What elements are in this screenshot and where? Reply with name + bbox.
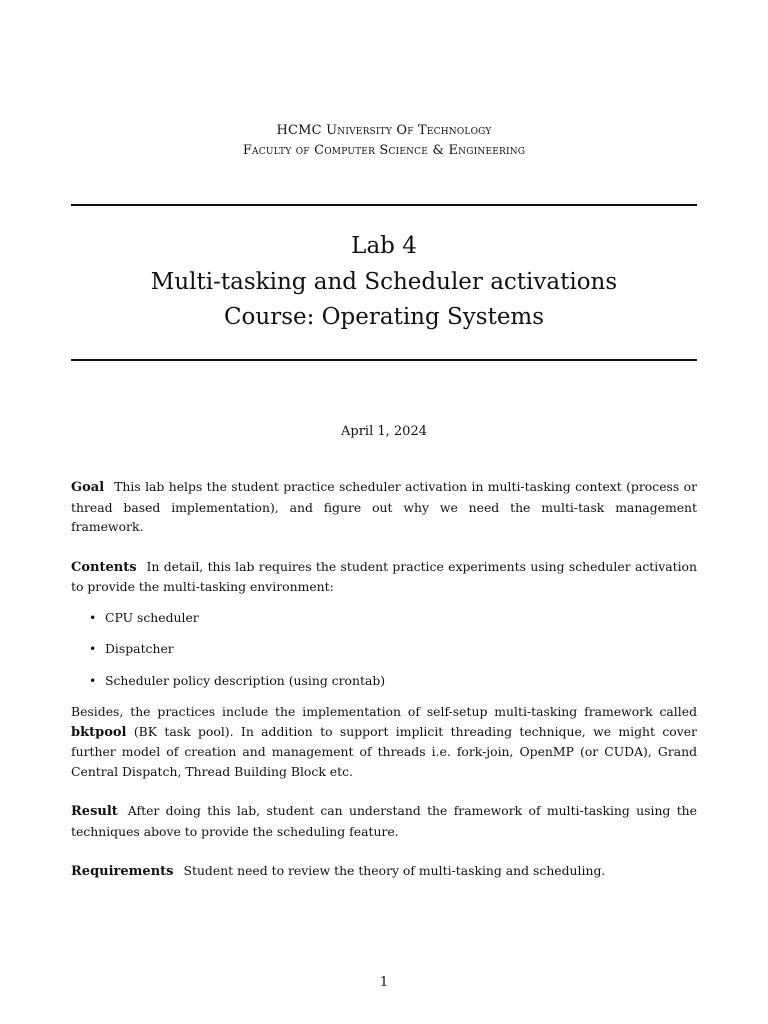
title-rule-top — [71, 204, 697, 206]
page-number: 1 — [379, 975, 389, 990]
document-date: April 1, 2024 — [341, 424, 427, 439]
besides-text-before: Besides, the practices include the implementation of self-setup multi-tasking framework called — [71, 704, 697, 719]
result-text: After doing this lab, student can understand the framework of multi-tasking using the techniques above to provide the scheduling feature. — [71, 803, 697, 839]
list-item: • Dispatcher — [89, 639, 697, 659]
list-item: • CPU scheduler — [89, 608, 697, 628]
bktpool-term: bktpool — [71, 724, 127, 740]
lab-number: Lab 4 — [351, 233, 417, 259]
goal-heading: Goal — [71, 480, 105, 495]
requirements-heading: Requirements — [71, 864, 174, 879]
goal-text: This lab helps the student practice scheduler activation in multi-tasking context (process or thread based implementation), and figure out why we need the multi-task management framework. — [71, 479, 697, 534]
institution-header — [0, 121, 768, 161]
requirements-paragraph — [71, 861, 697, 882]
lab-topic: Multi-tasking and Scheduler activations — [150, 268, 618, 295]
besides-text-after: (BK task pool). In addition to support implicit threading technique, we might cover further model of creation and management of threads i.e. fork-join, OpenMP (or CUDA), Grand Central Dispatch, Thread Building Block etc. — [71, 723, 697, 779]
contents-text: In detail, this lab requires the student practice experiments using scheduler activation to provide the multi-tasking environment: — [71, 558, 697, 594]
contents-list — [71, 608, 697, 691]
bullet-icon: • — [89, 641, 97, 656]
goal-paragraph — [71, 477, 697, 537]
bullet-icon: • — [89, 672, 97, 688]
document-body — [71, 477, 697, 902]
result-paragraph — [71, 801, 697, 841]
result-heading: Result — [71, 804, 118, 819]
faculty-name: Faculty of Computer Science & Engineering — [242, 143, 526, 158]
contents-heading: Contents — [71, 559, 137, 575]
requirements-text: Student need to review the theory of multi-tasking and scheduling. — [183, 863, 606, 878]
besides-paragraph — [71, 702, 697, 781]
bullet-icon: • — [89, 609, 97, 625]
course-name: Course: Operating Systems — [223, 304, 545, 330]
contents-paragraph — [71, 557, 697, 597]
university-name: HCMC University Of Technology — [276, 123, 492, 138]
list-item: • Scheduler policy description (using crontab) — [89, 671, 697, 691]
document-title — [0, 229, 768, 336]
title-rule-bottom — [71, 359, 697, 361]
